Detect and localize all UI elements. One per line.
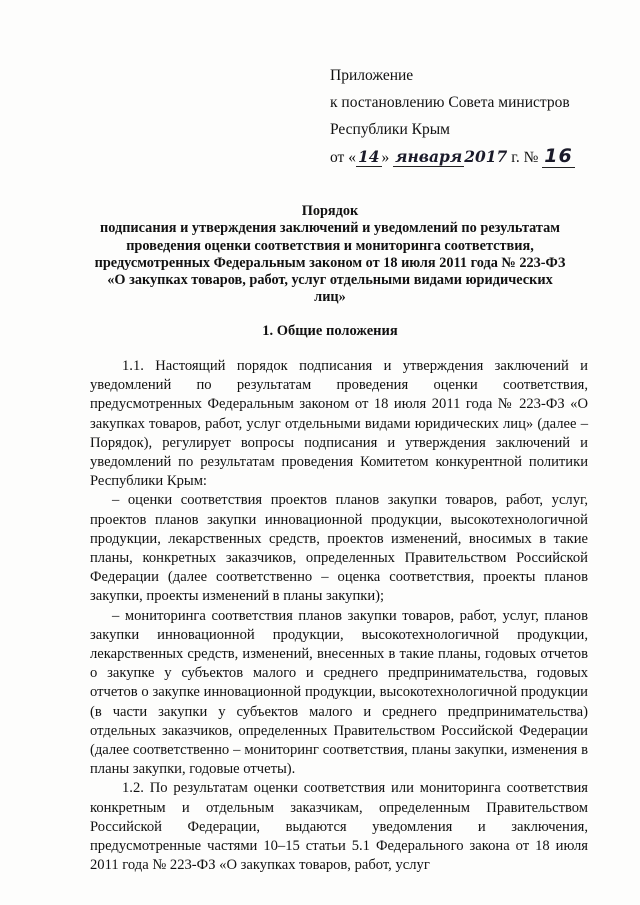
date-day-handwritten: 14 [357,147,380,166]
title-line-5: лиц» [314,289,346,306]
paragraph-1-1: 1.1. Настоящий порядок подписания и утверждения заключений и уведомлений по результатам проведения оценки соответствия, предусмотренных Федеральным законом от 18 июля 2011 года № 223-ФЗ «О закупках товаров, работ, услуг отдельными видами юридических лиц» (далее – Порядок), регулирует вопросы подписания и утверждения заключений и уведомлений по результатам проведения Комитетом конкурентной политики Республики Крым: [90,358,588,490]
document-title [60,203,600,307]
date-month-handwritten: января [395,147,463,166]
section-heading: 1. Общие положения [262,323,398,339]
paragraph-1-2: 1.2. По результатам оценки соответствия или мониторинга соответствия конкретным и отдельным заказчикам, определенным Правительством Российской Федерации, выдаются уведомления и заключения, предусмотренные частями 10–15 статьи 5.1 Федерального закона от 18 июля 2011 года № 223-ФЗ «О закупках товаров, работ, услуг [90,780,588,874]
annex-date-line [330,143,630,170]
title-line-4: «О закупках товаров, работ, услуг отдельными видами юридических [107,272,553,289]
annex-decree-line: к постановлению Совета министров [330,94,570,111]
date-mid: » [381,149,390,166]
annex-republic-line: Республики Крым [330,121,450,138]
title-line-1: подписания и утверждения заключений и уведомлений по результатам [99,220,561,237]
annex-label: Приложение [330,67,414,84]
decree-number-handwritten: 16 [544,145,573,167]
document-body [90,357,588,875]
annex-block [330,62,630,170]
title-line-2: проведения оценки соответствия и мониторинга соответствия, [126,237,534,254]
date-prefix: от « [330,149,356,166]
paragraph-dash-assessment: – оценки соответствия проектов планов закупки товаров, работ, услуг, проектов планов закупки инновационной продукции, высокотехнологичной продукции, лекарственных средств, проектов изменений, вносимых в такие планы, конкретных заказчиков, определенных Правительством Российской Федерации (далее соответственно – оценка соответствия, проекты планов закупки, проекты изменений в планы закупки); [90,492,588,605]
title-line-3: предусмотренных Федеральным законом от 18 июля 2011 года № 223-ФЗ [94,254,566,271]
date-year: 2017 [464,147,508,166]
title-heading: Порядок [301,203,359,219]
date-suffix: г. № [507,149,543,166]
paragraph-dash-monitoring: – мониторинга соответствия планов закупки товаров, работ, услуг, планов закупки инновационной продукции, высокотехнологичной продукции, лекарственных средств, изменений, внесенных в такие планы, годовых отчетов о закупке у субъектов малого и среднего предпринимательства, годовых отчетов о закупке инновационной продукции, высокотехнологичной продукции (в части закупки у субъектов малого и среднего предпринимательства) отдельных заказчиков, определенных Правительством Российской Федерации (далее соответственно – мониторинг соответствия, планы закупки, изменения в планы закупки, годовые отчеты). [90,607,588,778]
